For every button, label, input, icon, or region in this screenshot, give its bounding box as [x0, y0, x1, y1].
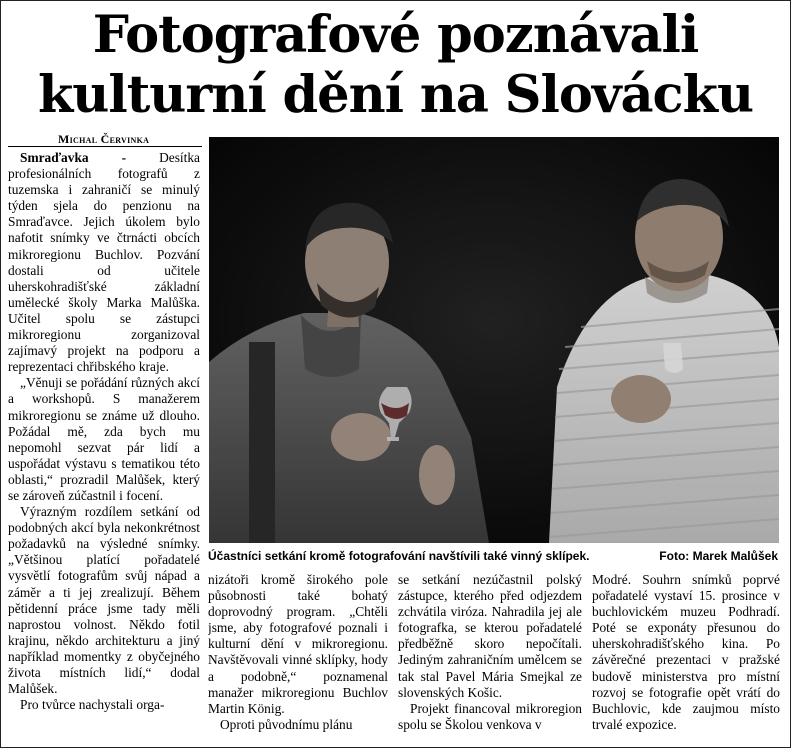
- article-photo: [209, 137, 779, 543]
- article-column-3: [398, 572, 582, 744]
- paragraph-1: [8, 150, 200, 375]
- headline-line-2: kulturní dění na Slovácku: [37, 65, 754, 125]
- article-column-4: [592, 572, 780, 744]
- photo-caption: Účastníci setkání kromě fotografování navštívili také vinný sklípek.: [208, 549, 590, 563]
- paragraph-2: „Věnuji se pořádání různých akcí a workshopů. S manažerem mikroregionu se známe už dlouho. Požádal mě, zda bych mu nepomohl sezvat pár lidí a uspořádat výstavu s tematikou této oblasti,“ prozradil Malůšek, který se zároveň zúčastnil i focení.: [8, 375, 200, 503]
- article-column-1: [8, 150, 200, 744]
- paragraph-5: nizátoři kromě širokého pole působnosti také bohatý doprovodný program. „Chtěli jsme, aby fotografové poznali i kulturní dění v mikroregionu. Navštěvovali vinné sklípky, hody a podobně,“ poznamenal manažer mikroregionu Buchlov Martin König.: [208, 572, 388, 716]
- paragraph-1-text: Desítka profesionálních fotografů z tuzemska i zahraničí se minulý týden sjela do penzionu na Smraďavce. Jejich úkolem bylo nafotit snímky ve čtrnácti obcích mikroregionu Buchlov. Pozvání dostali od učitele uherskohradišťské základní umělecké školy Marka Malůška. Učitel spolu se zástupci mikroregionu zorganizoval zajímavý projekt na podporu a reprezentaci chřibského kraje.: [8, 150, 200, 375]
- photo-caption-bar: [208, 547, 780, 565]
- photo-illustration: [209, 137, 779, 543]
- headline-line-1: Fotografové poznávali: [92, 5, 699, 65]
- dateline: Smraďavka -: [20, 150, 127, 165]
- article-column-2: [208, 572, 388, 744]
- paragraph-7: se setkání nezúčastnil polský zástupce, kterého před odjezdem zchvátila viróza. Nahradila jej ale fotografka, se kterou pořadatelé předběžně skoro nepočítali. Jediným zahraničním umělcem se tak stal Pavel Mária Smejkal ze slovenských Košic.: [398, 572, 582, 700]
- paragraph-4: Pro tvůrce nachystali orga-: [20, 697, 165, 713]
- paragraph-9: Modré. Souhrn snímků poprvé pořadatelé vystaví 15. prosince v buchlovickém muzeu Podhradí. Poté se exponáty přesunou do uherskohradišťského kina. Po závěrečné prezentaci v pražské budově ministerstva pro místní rozvoj se fotografie opět vrátí do Buchlovic, kde zaujmou místo trvalé expozice.: [592, 572, 780, 732]
- photo-credit: Foto: Marek Malůšek: [659, 549, 778, 563]
- author-byline: Michal Červinka: [58, 132, 150, 146]
- paragraph-6: Oproti původnímu plánu: [220, 716, 353, 732]
- byline-rule: [8, 146, 202, 147]
- paragraph-8: Projekt financoval mikroregion spolu se Školou venkova v: [398, 700, 582, 732]
- paragraph-3: Výrazným rozdílem setkání od podobných akcí byla nekonkrétnost požadavků na výsledné snímky. „Většinou platící pořadatelé vysvětlí fotografům svůj nápad a záměr a ti jej zrealizují. Během pětidenní práce jsme tady měli naprostou volnost. Někdo fotil krajinu, někdo architekturu a jiný například momentky z obyčejného života místních lidí,“ dodal Malůšek.: [8, 504, 200, 697]
